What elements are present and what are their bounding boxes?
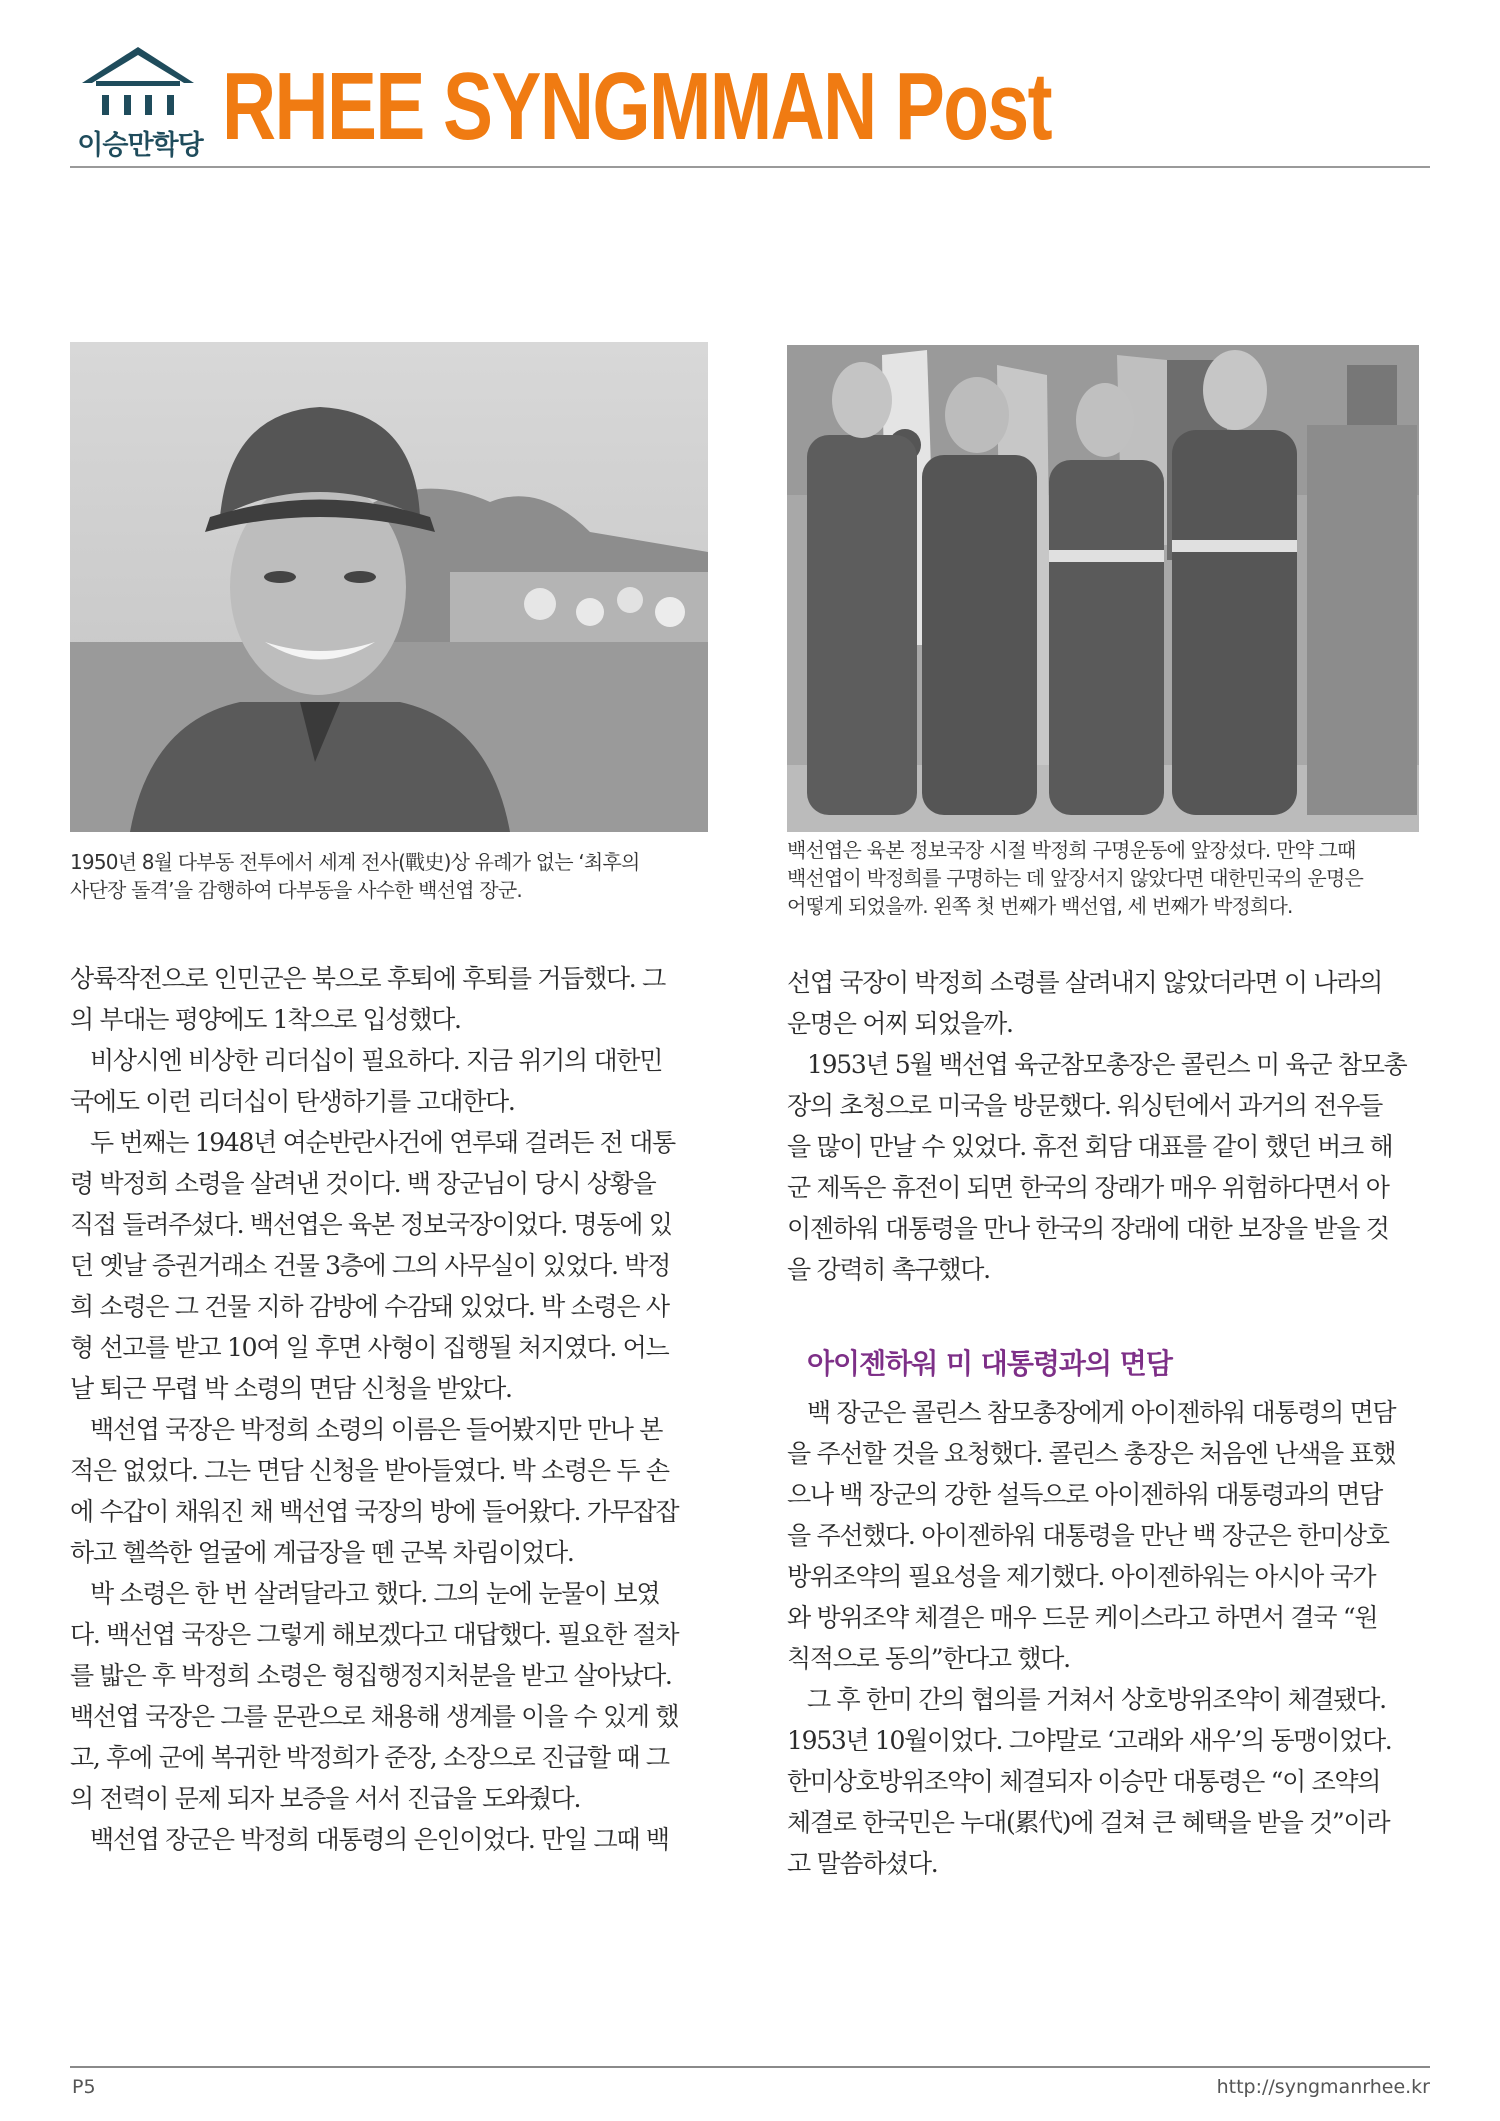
paragraph: 백선엽 장군은 박정희 대통령의 은인이었다. 만일 그때 백 [90, 1825, 669, 1854]
page-number: P5 [72, 2076, 96, 2098]
page-header [70, 45, 1430, 165]
house-logo-icon [78, 45, 198, 125]
section-heading: 아이젠하워 미 대통령과의 면담 [807, 1347, 1172, 1380]
paragraph: 백선엽 국장은 박정희 소령의 이름은 들어봤지만 만나 본 적은 없었다. 그는 면담 신청을 받아들였다. 박 소령은 두 손 에 수갑이 채워진 채 백선엽 국장의 방에 들어왔다. 가무잡잡 하고 헬쓱한 얼굴에 계급장을 뗀 군복 차림이었다. [70, 1415, 679, 1567]
footer-divider [70, 2066, 1430, 2068]
portrait-photo [70, 342, 708, 832]
website-link[interactable]: http://syngmanrhee.kr [1216, 2076, 1430, 2098]
paragraph: 박 소령은 한 번 살려달라고 했다. 그의 눈에 눈물이 보였 다. 백선엽 국장은 그렇게 해보겠다고 대답했다. 필요한 절차 를 밟은 후 박정희 소령은 형집행정지처분을 받고 살아났다. 백선엽 국장은 그를 문관으로 채용해 생계를 이을 수 있게 했 고, 후에 군에 복귀한 박정희가 준장, 소장으로 진급할 때 그 의 전력이 문제 되자 보증을 서서 진급을 도와줬다. [70, 1579, 679, 1813]
paragraph: 두 번째는 1948년 여순반란사건에 연루돼 걸려든 전 대통 령 박정희 소령을 살려낸 것이다. 백 장군님이 당시 상황을 직접 들려주셨다. 백선엽은 육본 정보국장이었다. 명동에 있 던 옛날 증권거래소 건물 3층에 그의 사무실이 있었다. 박정 희 소령은 그 건물 지하 감방에 수감돼 있었다. 박 소령은 사 형 선고를 받고 10여 일 후면 사형이 집행될 처지였다. 어느 날 퇴근 무렵 박 소령의 면담 신청을 받았다. [70, 1128, 675, 1403]
header-divider [70, 166, 1430, 168]
article-column-right [787, 962, 1447, 1884]
paragraph: 상륙작전으로 인민군은 북으로 후퇴에 후퇴를 거듭했다. 그 의 부대는 평양에도 1착으로 입성했다. [70, 964, 665, 1034]
portrait-photo-icon [70, 342, 708, 832]
paragraph: 1953년 5월 백선엽 육군참모총장은 콜린스 미 육군 참모총 장의 초청으로 미국을 방문했다. 워싱턴에서 과거의 전우들 을 많이 만날 수 있었다. 휴전 회담 대표를 같이 했던 버크 해 군 제독은 휴전이 되면 한국의 장래가 매우 위험하다면서 아 이젠하워 대통령을 만나 한국의 장래에 대한 보장을 받을 것 을 강력히 촉구했다. [787, 1050, 1407, 1284]
group-photo [787, 345, 1419, 832]
photo-caption-right: 백선엽은 육본 정보국장 시절 박정희 구명운동에 앞장섰다. 만약 그때 백선엽이 박정희를 구명하는 데 앞장서지 않았다면 대한민국의 운명은 어떻게 되었을까. 왼쪽 첫 번째가 백선엽, 세 번째가 박정희다. [787, 838, 1363, 918]
group-photo-icon [787, 345, 1419, 832]
logo [70, 45, 205, 160]
paragraph: 선엽 국장이 박정희 소령를 살려내지 않았더라면 이 나라의 운명은 어찌 되었을까. [787, 968, 1382, 1038]
paragraph: 그 후 한미 간의 협의를 거쳐서 상호방위조약이 체결됐다. 1953년 10월이었다. 그야말로 ‘고래와 새우’의 동맹이었다. 한미상호방위조약이 체결되자 이승만 대통령은 “이 조약의 체결로 한국민은 누대(累代)에 걸쳐 큰 혜택을 받을 것”이라 고 말씀하셨다. [787, 1685, 1392, 1878]
paragraph: 백 장군은 콜린스 참모총장에게 아이젠하워 대통령의 면담 을 주선할 것을 요청했다. 콜린스 총장은 처음엔 난색을 표했 으나 백 장군의 강한 설득으로 아이젠하워 대통령과의 면담 을 주선했다. 아이젠하워 대통령을 만난 백 장군은 한미상호 방위조약의 필요성을 제기했다. 아이젠하워는 아시아 국가 와 방위조약 체결은 매우 드문 케이스라고 하면서 결국 “원 칙적으로 동의”한다고 했다. [787, 1398, 1396, 1673]
paragraph: 비상시엔 비상한 리더십이 필요하다. 지금 위기의 대한민 국에도 이런 리더십이 탄생하기를 고대한다. [70, 1046, 663, 1116]
logo-text: 이승만학당 [77, 130, 203, 161]
article-column-left [70, 958, 730, 1860]
newsletter-title: RHEE SYNGMMAN Post [222, 53, 1051, 160]
photo-caption-left: 1950년 8월 다부동 전투에서 세계 전사(戰史)상 유례가 없는 ‘최후의 사단장 돌격’을 감행하여 다부동을 사수한 백선엽 장군. [70, 850, 640, 902]
